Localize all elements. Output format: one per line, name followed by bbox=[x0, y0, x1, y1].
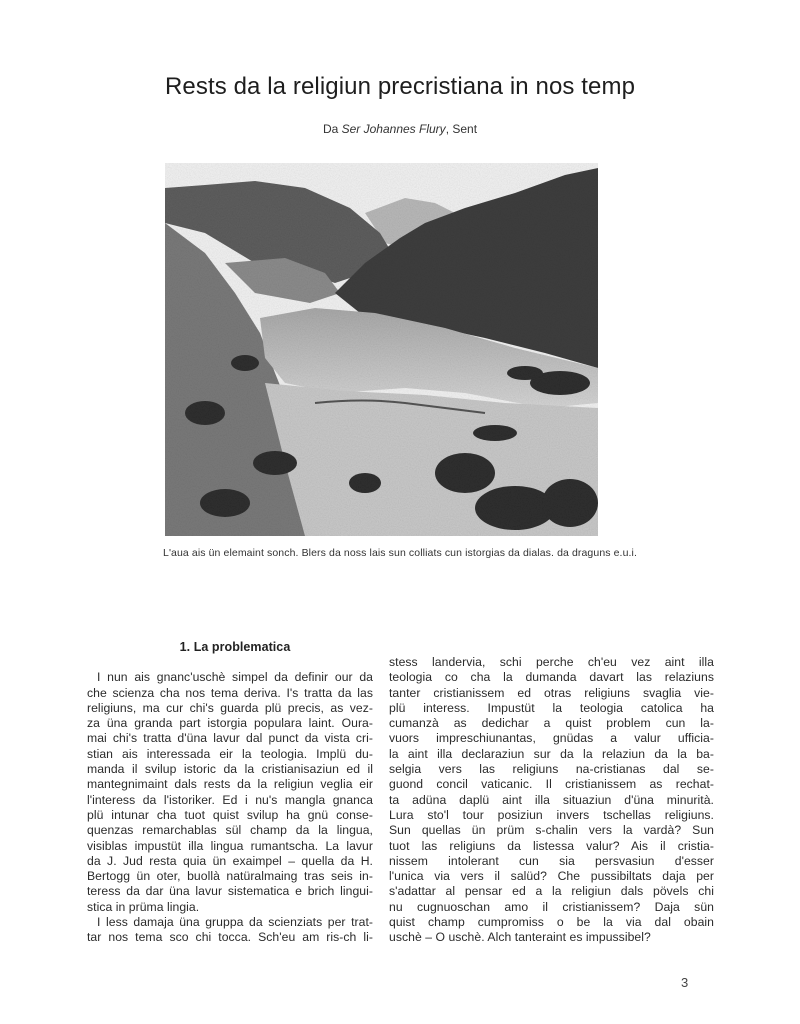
text-line: tanter cristianissem ed otras religiuns svaglia vie- bbox=[389, 685, 714, 700]
text-line: I nun ais gnanc'uschè simpel da definir our da bbox=[97, 670, 373, 685]
text-line: nissem intolerant cun sia persvasiun d'esser bbox=[389, 853, 714, 868]
paragraph-1 bbox=[87, 670, 373, 915]
section-heading: 1. La problematica bbox=[179, 640, 291, 654]
author-prefix: Da bbox=[322, 122, 342, 136]
text-line: stess landervia, schi perche ch'eu vez aint illa bbox=[389, 655, 714, 669]
text-line: selgia vers las religiuns na-cristianas dal se- bbox=[389, 762, 714, 777]
text-line: quenzas remarchablas sül champ da la lingua, bbox=[87, 823, 373, 838]
author-byline bbox=[0, 122, 800, 136]
right-column bbox=[389, 655, 714, 946]
paragraph-3 bbox=[389, 655, 714, 946]
text-line: l'unica via vers il salüd? Che pussibiltats daja per bbox=[389, 869, 714, 884]
text-line: stian ais interessada eir la teologia. Implü du- bbox=[87, 746, 373, 761]
text-line: la aint illa declaraziun sur da la relaziun da la ba- bbox=[389, 746, 714, 761]
paragraph-2 bbox=[87, 915, 373, 946]
text-line: da J. Jud resta quia ün exaimpel – quella da H. bbox=[87, 853, 373, 868]
text-line: religiuns, ma cur chi's guarda plü precis, as vez- bbox=[87, 700, 373, 715]
text-line: Sun quellas ün prüm s-chalin vers la vardà? Sun bbox=[389, 823, 714, 838]
photo-illustration bbox=[165, 163, 598, 536]
text-line: l'interess da l'istoriker. Ed i nu's mangla gnanca bbox=[87, 792, 373, 807]
text-line: teress da dar üna lavur sistematica e brich lingui- bbox=[87, 884, 373, 899]
text-line: za üna granda part istorgia populara laint. Oura- bbox=[87, 716, 373, 731]
text-line: mantegnimaint dals rests da la religiun veglia eir bbox=[87, 777, 373, 792]
text-line: stica in prüma lingia. bbox=[87, 899, 200, 914]
page-number: 3 bbox=[681, 975, 689, 990]
left-column bbox=[87, 640, 373, 946]
text-line: cumanzà as dedichar a quist problem cun la- bbox=[389, 716, 714, 731]
text-line: manda il svilup istoric da la cristianisaziun ed il bbox=[87, 762, 373, 777]
text-line: ta adüna daplü aint illa situaziun d'üna minurità. bbox=[389, 792, 714, 807]
text-line: Lura sto'l tour posiziun invers tschellas religiuns. bbox=[389, 807, 714, 822]
text-line: visiblas impustüt illa lingua rumantscha. La lavur bbox=[87, 838, 373, 853]
text-line: plü intunar cha tuot quist svilup ha gnü conse- bbox=[87, 807, 373, 822]
text-line: tuot las religiuns da listessa valur? Ais il cristia- bbox=[389, 838, 714, 853]
text-line: Bertogg ün oter, buollà natüralmaing tras seis in- bbox=[87, 869, 373, 884]
mountain-lake-photo bbox=[165, 163, 598, 536]
text-line: vuors impreschiunantas, gnüdas a valur ufficia- bbox=[389, 731, 714, 746]
author-location: , Sent bbox=[445, 122, 478, 136]
article-title: Rests da la religiun precristiana in nos temp bbox=[164, 73, 636, 100]
text-line: teologia co cha la dumanda davart las relaziuns bbox=[389, 670, 714, 685]
author-name: Ser Johannes Flury bbox=[341, 122, 446, 136]
text-line: mai chi's tratta d'üna lavur dal punct da vista cri- bbox=[87, 731, 373, 746]
text-line: tar nos tema sco chi tocca. Sch'eu am ris-ch li- bbox=[87, 930, 373, 945]
text-line: s'adattar al pensar ed a la religiun dals pövels chi bbox=[389, 884, 714, 899]
text-line: plü interess. Impustüt la teologia catolica ha bbox=[389, 700, 714, 715]
text-line: che scienza cha nos tema deriva. I's tratta da las bbox=[87, 685, 373, 700]
text-line: quist champ cumpromiss o be la via dal obain bbox=[389, 915, 714, 930]
text-line: guond concil vaticanic. Il cristianissem as rechat- bbox=[389, 777, 714, 792]
photo-caption: L'aua ais ün elemaint sonch. Blers da noss lais sun colliats cun istorgias da dialas. da draguns e.u.i. bbox=[163, 547, 637, 559]
text-line: nu cugnuoschan amo il cristianissem? Daja sün bbox=[389, 899, 714, 914]
text-line: uschè – O uschè. Alch tanteraint es impussibel? bbox=[389, 930, 651, 945]
text-line: I less damaja üna gruppa da scienziats per trat- bbox=[97, 915, 373, 930]
